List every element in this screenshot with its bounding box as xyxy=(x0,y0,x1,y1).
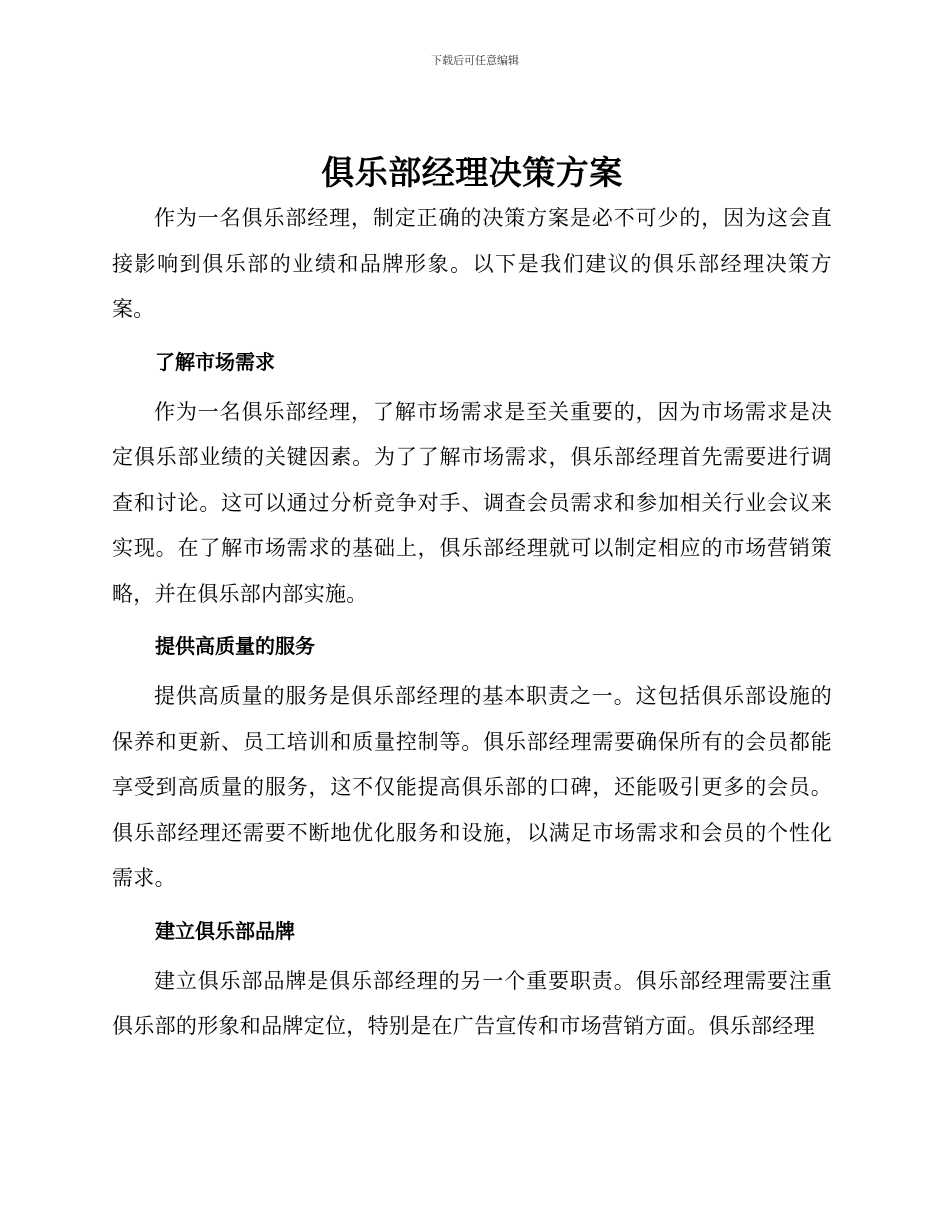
section-heading-club-brand: 建立俱乐部品牌 xyxy=(155,918,295,943)
intro-paragraph: 作为一名俱乐部经理，制定正确的决策方案是必不可少的，因为这会直接影响到俱乐部的业绩和品牌形象。以下是我们建议的俱乐部经理决策方案。 xyxy=(112,206,832,321)
section-paragraph-club-brand: 建立俱乐部品牌是俱乐部经理的另一个重要职责。俱乐部经理需要注重俱乐部的形象和品牌定位，特别是在广告宣传和市场营销方面。俱乐部经理 xyxy=(112,968,832,1038)
section-heading-quality-service: 提供高质量的服务 xyxy=(155,634,315,658)
document-content xyxy=(112,150,832,1050)
header-note: 下载后可任意编辑 xyxy=(431,54,519,67)
section-paragraph-market-demand: 作为一名俱乐部经理，了解市场需求是至关重要的，因为市场需求是决定俱乐部业绩的关键因素。为了了解市场需求，俱乐部经理首先需要进行调查和讨论。这可以通过分析竞争对手、调查会员需求和参加相关行业会议来实现。在了解市场需求的基础上，俱乐部经理就可以制定相应的市场营销策略，并在俱乐部内部实施。 xyxy=(112,399,832,606)
section-paragraph-quality-service: 提供高质量的服务是俱乐部经理的基本职责之一。这包括俱乐部设施的保养和更新、员工培训和质量控制等。俱乐部经理需要确保所有的会员都能享受到高质量的服务，这不仅能提高俱乐部的口碑，还能吸引更多的会员。俱乐部经理还需要不断地优化服务和设施，以满足市场需求和会员的个性化需求。 xyxy=(112,684,832,890)
document-title: 俱乐部经理决策方案 xyxy=(321,153,623,192)
section-heading-market-demand: 了解市场需求 xyxy=(155,349,275,374)
